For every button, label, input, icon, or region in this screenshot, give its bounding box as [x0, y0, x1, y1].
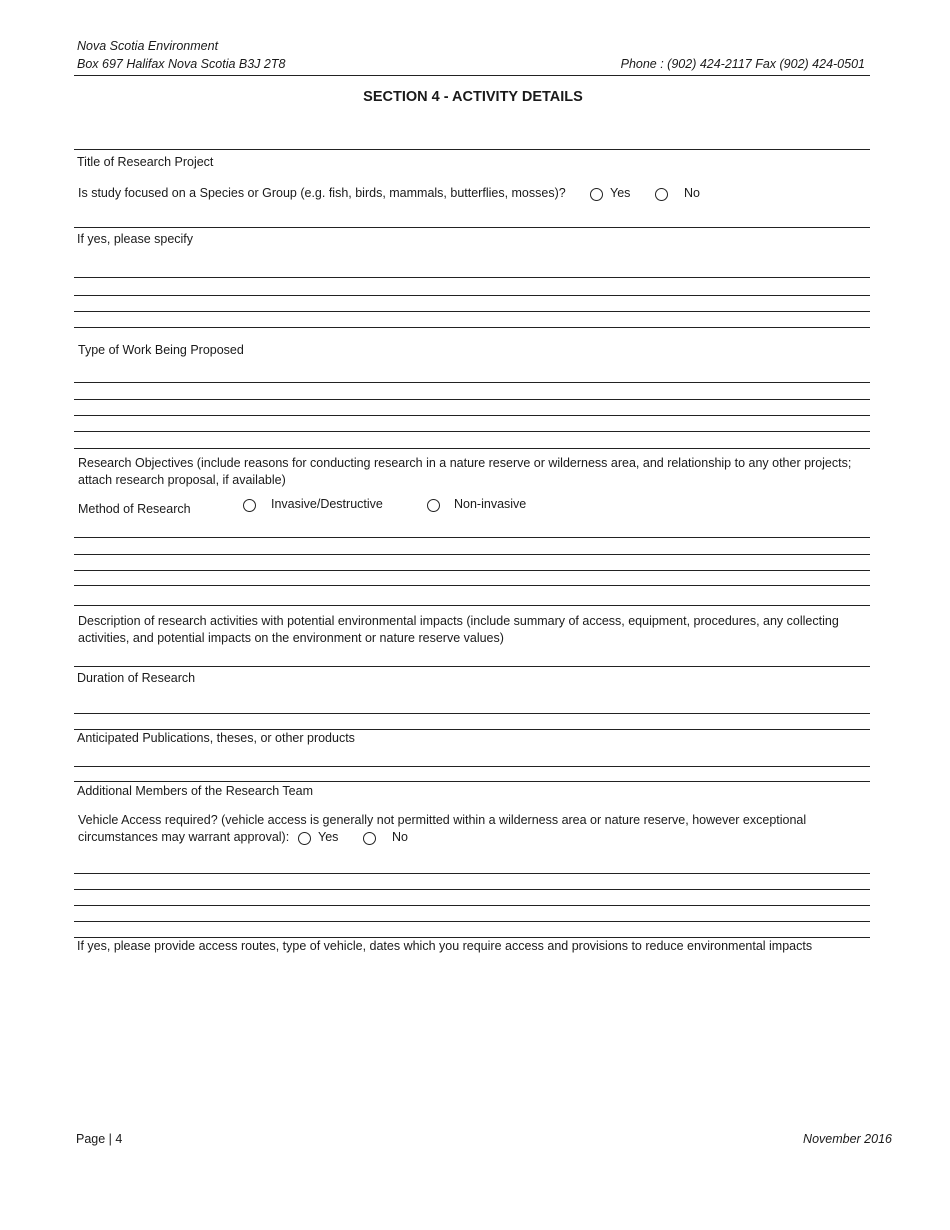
- method-noninvasive-radio[interactable]: [427, 499, 440, 512]
- if-yes-specify-label: If yes, please specify: [77, 232, 194, 246]
- footer-page-number: Page | 4: [76, 1132, 123, 1146]
- specify-line-1[interactable]: [74, 277, 870, 278]
- method-line-2[interactable]: [74, 554, 870, 555]
- divider-duration: [74, 666, 870, 667]
- work-line-1[interactable]: [74, 382, 870, 383]
- vehicle-line-1[interactable]: [74, 873, 870, 874]
- work-line-2[interactable]: [74, 399, 870, 400]
- vehicle-yes-label: Yes: [318, 830, 339, 844]
- type-of-work-label: Type of Work Being Proposed: [78, 343, 244, 357]
- divider-research-title: [74, 149, 870, 150]
- specify-line-3[interactable]: [74, 311, 870, 312]
- duration-label: Duration of Research: [77, 671, 196, 685]
- vehicle-yes-radio[interactable]: [298, 832, 311, 845]
- method-line-3[interactable]: [74, 570, 870, 571]
- publications-label: Anticipated Publications, theses, or other products: [77, 731, 355, 745]
- header-rule: [74, 75, 870, 76]
- duration-line-1[interactable]: [74, 713, 870, 714]
- method-label: Method of Research: [78, 502, 191, 516]
- research-title-label: Title of Research Project: [77, 155, 214, 169]
- vehicle-question: [78, 812, 838, 846]
- work-line-4[interactable]: [74, 431, 870, 432]
- footer-date: November 2016: [803, 1132, 892, 1146]
- species-yes-label: Yes: [610, 186, 631, 200]
- species-no-label: No: [684, 186, 700, 200]
- divider-specify: [74, 227, 870, 228]
- header-org-name: Nova Scotia Environment: [77, 39, 219, 53]
- vehicle-no-label: No: [392, 830, 408, 844]
- method-line-1[interactable]: [74, 537, 870, 538]
- header-contact: Phone : (902) 424-2117 Fax (902) 424-0501: [620, 57, 865, 71]
- species-no-radio[interactable]: [655, 188, 668, 201]
- section-title: SECTION 4 - ACTIVITY DETAILS: [363, 89, 583, 105]
- species-yes-radio[interactable]: [590, 188, 603, 201]
- method-line-4[interactable]: [74, 585, 870, 586]
- publications-line-1[interactable]: [74, 766, 870, 767]
- specify-line-4[interactable]: [74, 327, 870, 328]
- header-address: Box 697 Halifax Nova Scotia B3J 2T8: [77, 57, 286, 71]
- specify-line-2[interactable]: [74, 295, 870, 296]
- method-invasive-radio[interactable]: [243, 499, 256, 512]
- method-line-5[interactable]: [74, 605, 870, 606]
- access-routes-label: If yes, please provide access routes, type of vehicle, dates which you require access and provisions to reduce environmental impacts: [77, 939, 813, 953]
- vehicle-question-text: Vehicle Access required? (vehicle access is generally not permitted within a wilderness area or nature reserve, however exceptional circumstances may warrant approval):: [78, 813, 807, 844]
- vehicle-line-4[interactable]: [74, 921, 870, 922]
- work-line-3[interactable]: [74, 415, 870, 416]
- research-objectives-label: Research Objectives (include reasons for conducting research in a nature reserve or wilderness area, and relationship to any other projects; attach research proposal, if available): [78, 456, 852, 487]
- species-question: Is study focused on a Species or Group (e.g. fish, birds, mammals, butterflies, mosses)?: [78, 186, 566, 200]
- team-members-label: Additional Members of the Research Team: [77, 784, 313, 798]
- vehicle-no-radio[interactable]: [363, 832, 376, 845]
- vehicle-line-3[interactable]: [74, 905, 870, 906]
- method-noninvasive-label: Non-invasive: [454, 497, 527, 511]
- description-label: Description of research activities with potential environmental impacts (include summary of access, equipment, procedures, any collecting activities, and potential impacts on the environment or nature reserve values): [78, 614, 839, 645]
- work-line-5[interactable]: [74, 448, 870, 449]
- publications-line-2[interactable]: [74, 781, 870, 782]
- method-invasive-label: Invasive/Destructive: [271, 497, 383, 511]
- vehicle-line-2[interactable]: [74, 889, 870, 890]
